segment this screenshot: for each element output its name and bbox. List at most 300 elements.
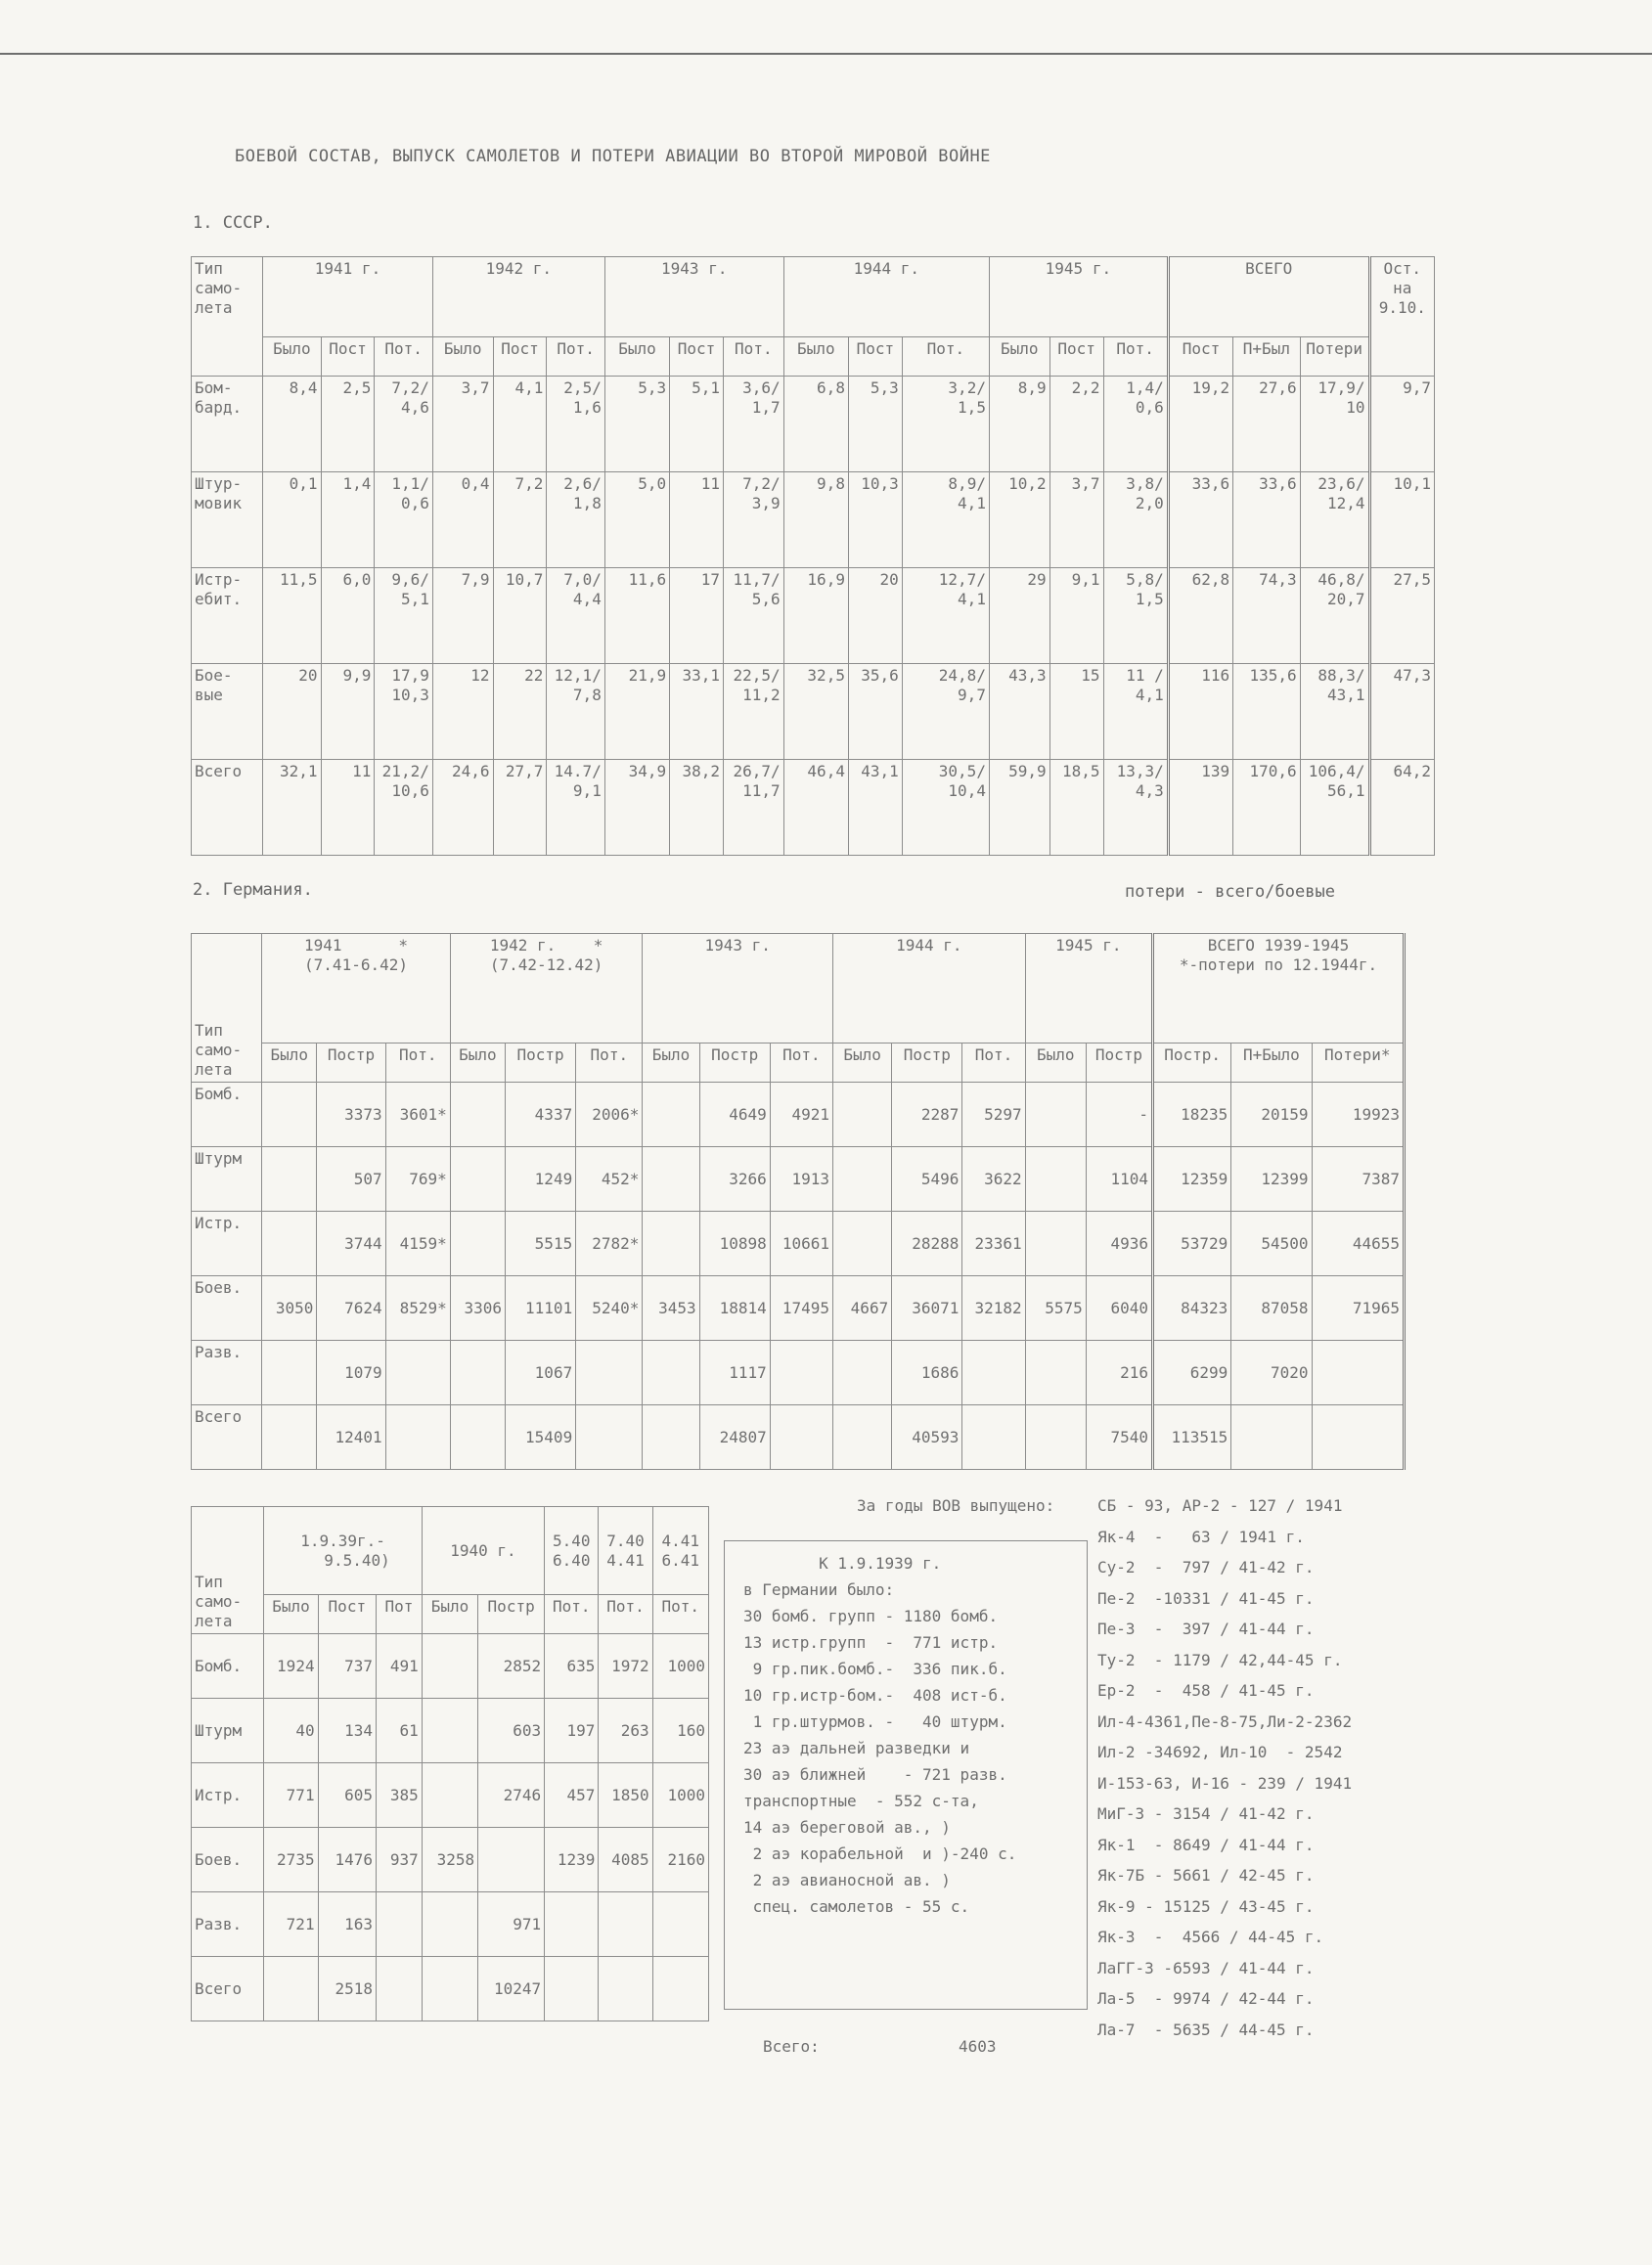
table-row bbox=[192, 664, 1435, 760]
table-cell: 5297 bbox=[962, 1083, 1025, 1147]
table-cell: 11,7/ 5,6 bbox=[723, 568, 783, 664]
production-line: Ер-2 - 458 / 41-45 г. bbox=[1097, 1681, 1315, 1700]
sub-header: Было bbox=[989, 337, 1049, 377]
sub-header: Постр bbox=[1086, 1044, 1152, 1083]
table-cell: 1972 bbox=[599, 1634, 652, 1699]
year-header: 1945 г. bbox=[989, 257, 1168, 337]
table-cell: 43,1 bbox=[848, 760, 902, 856]
sub-header: Пот. bbox=[375, 337, 432, 377]
table-cell bbox=[377, 1892, 423, 1957]
table-cell bbox=[385, 1341, 450, 1405]
table-cell: 163 bbox=[318, 1892, 376, 1957]
table-cell: 28288 bbox=[892, 1212, 962, 1276]
table-cell: 7,2 bbox=[493, 472, 547, 568]
table-cell: 8,9 bbox=[989, 377, 1049, 472]
box-line: 1 гр.штурмов. - 40 штурм. bbox=[743, 1712, 1007, 1731]
table-cell: 2,6/ 1,8 bbox=[547, 472, 604, 568]
row-type: Истр. bbox=[192, 1212, 262, 1276]
table-cell bbox=[770, 1341, 832, 1405]
table-cell: 40593 bbox=[892, 1405, 962, 1470]
box-line: 30 бомб. групп - 1180 бомб. bbox=[743, 1607, 999, 1625]
table-cell: 1079 bbox=[317, 1341, 385, 1405]
production-line: Як-1 - 8649 / 41-44 г. bbox=[1097, 1835, 1315, 1854]
table-row bbox=[192, 1341, 1405, 1405]
table-cell: 24,6 bbox=[432, 760, 493, 856]
year-header: 1941 г. bbox=[263, 257, 433, 337]
table-cell: 3,2/ 1,5 bbox=[902, 377, 989, 472]
box-total-value: 4603 bbox=[959, 2037, 997, 2056]
table-cell: 18814 bbox=[699, 1276, 770, 1341]
table-cell: 7,2/ 3,9 bbox=[723, 472, 783, 568]
production-line: СБ - 93, АР-2 - 127 / 1941 bbox=[1097, 1496, 1343, 1515]
germany-1939-text bbox=[743, 1550, 1016, 1920]
table-cell: 62,8 bbox=[1168, 568, 1232, 664]
table-cell: 88,3/ 43,1 bbox=[1300, 664, 1369, 760]
sub-header: Пост bbox=[848, 337, 902, 377]
table-row bbox=[192, 1763, 709, 1828]
row-type: Бомб. bbox=[192, 1634, 264, 1699]
year-header: 1944 г. bbox=[833, 934, 1026, 1044]
sub-header: Пост bbox=[318, 1595, 376, 1634]
table-cell: 9,6/ 5,1 bbox=[375, 568, 432, 664]
table-cell bbox=[262, 1341, 317, 1405]
row-type: Всего bbox=[192, 1957, 264, 2021]
table-row bbox=[192, 1212, 1405, 1276]
table-cell: 1,1/ 0,6 bbox=[375, 472, 432, 568]
table-cell: 43,3 bbox=[989, 664, 1049, 760]
table-cell: 4667 bbox=[833, 1276, 892, 1341]
table-cell: 3744 bbox=[317, 1212, 385, 1276]
table-cell: 3622 bbox=[962, 1147, 1025, 1212]
table-cell: 3050 bbox=[262, 1276, 317, 1341]
table-cell: 20 bbox=[848, 568, 902, 664]
table-row bbox=[192, 472, 1435, 568]
table-cell: 24807 bbox=[699, 1405, 770, 1470]
box-line: 23 аэ дальней разведки и bbox=[743, 1739, 970, 1757]
box-line: 13 истр.групп - 771 истр. bbox=[743, 1633, 999, 1652]
box-line: 9 гр.пик.бомб.- 336 пик.б. bbox=[743, 1660, 1007, 1678]
sub-header: Постр bbox=[505, 1044, 575, 1083]
table-cell: 603 bbox=[478, 1699, 545, 1763]
table-cell bbox=[576, 1341, 643, 1405]
table-cell: 2518 bbox=[318, 1957, 376, 2021]
table-cell bbox=[262, 1212, 317, 1276]
table-cell: 71965 bbox=[1312, 1276, 1404, 1341]
col-type-header: Тип само- лета bbox=[192, 934, 262, 1083]
table-cell: 4921 bbox=[770, 1083, 832, 1147]
table-cell: 1117 bbox=[699, 1341, 770, 1405]
table-cell: 5,1 bbox=[670, 377, 724, 472]
table-cell: 11 bbox=[670, 472, 724, 568]
table-cell: 134 bbox=[318, 1699, 376, 1763]
table-cell bbox=[643, 1212, 699, 1276]
table-cell: 9,9 bbox=[321, 664, 375, 760]
table-cell: 74,3 bbox=[1233, 568, 1301, 664]
sub-header: Пост bbox=[670, 337, 724, 377]
table-row bbox=[192, 1828, 709, 1892]
table-cell bbox=[1025, 1212, 1086, 1276]
table-cell bbox=[1025, 1405, 1086, 1470]
box-line: 14 аэ береговой ав., ) bbox=[743, 1818, 951, 1837]
table-cell: 32,5 bbox=[783, 664, 848, 760]
table-cell bbox=[599, 1957, 652, 2021]
table-cell: 139 bbox=[1168, 760, 1232, 856]
table-cell bbox=[422, 1699, 477, 1763]
table-cell: 7540 bbox=[1086, 1405, 1152, 1470]
germany-table bbox=[191, 933, 1406, 1470]
table-cell bbox=[450, 1083, 505, 1147]
period-header: 1.9.39г.- 9.5.40) bbox=[264, 1507, 422, 1595]
table-cell: 1104 bbox=[1086, 1147, 1152, 1212]
total-header: ВСЕГО 1939-1945 *-потери по 12.1944г. bbox=[1153, 934, 1405, 1044]
production-line: Як-9 - 15125 / 43-45 г. bbox=[1097, 1896, 1315, 1916]
year-header: 1942 г. bbox=[432, 257, 604, 337]
table-cell: 87058 bbox=[1231, 1276, 1312, 1341]
table-cell: 10898 bbox=[699, 1212, 770, 1276]
production-line: Ил-2 -34692, Ил-10 - 2542 bbox=[1097, 1743, 1343, 1761]
table-cell: 7624 bbox=[317, 1276, 385, 1341]
table-cell: 33,1 bbox=[670, 664, 724, 760]
table-cell: 29 bbox=[989, 568, 1049, 664]
table-cell: 11 bbox=[321, 760, 375, 856]
table-row bbox=[192, 1634, 709, 1699]
table-cell: 19923 bbox=[1312, 1083, 1404, 1147]
table-cell: 35,6 bbox=[848, 664, 902, 760]
table-cell: 59,9 bbox=[989, 760, 1049, 856]
table-cell: 170,6 bbox=[1233, 760, 1301, 856]
table-cell: 452* bbox=[576, 1147, 643, 1212]
table-cell: 47,3 bbox=[1369, 664, 1434, 760]
year-header: 1942 г. * (7.42-12.42) bbox=[450, 934, 643, 1044]
table-cell: 4936 bbox=[1086, 1212, 1152, 1276]
table-cell: 36071 bbox=[892, 1276, 962, 1341]
table-cell bbox=[1231, 1405, 1312, 1470]
sub-header: Пот. bbox=[723, 337, 783, 377]
table-cell: 8,4 bbox=[263, 377, 321, 472]
table-cell: 8,9/ 4,1 bbox=[902, 472, 989, 568]
table-cell: 7387 bbox=[1312, 1147, 1404, 1212]
table-cell: 1,4/ 0,6 bbox=[1103, 377, 1168, 472]
table-cell: 1,4 bbox=[321, 472, 375, 568]
sub-header: Пот bbox=[377, 1595, 423, 1634]
table-cell: 3,7 bbox=[1049, 472, 1103, 568]
table-cell: 32,1 bbox=[263, 760, 321, 856]
table-cell: 4,1 bbox=[493, 377, 547, 472]
table-cell: 3,7 bbox=[432, 377, 493, 472]
table-cell: 7,2/ 4,6 bbox=[375, 377, 432, 472]
period-header: 5.40 6.40 bbox=[545, 1507, 599, 1595]
table-cell: 2746 bbox=[478, 1763, 545, 1828]
table-cell: 46,8/ 20,7 bbox=[1300, 568, 1369, 664]
table-cell: 23361 bbox=[962, 1212, 1025, 1276]
table-cell: 2852 bbox=[478, 1634, 545, 1699]
table-cell: 10,1 bbox=[1369, 472, 1434, 568]
table-cell: 20 bbox=[263, 664, 321, 760]
row-type: Штурм bbox=[192, 1147, 262, 1212]
table-cell: 737 bbox=[318, 1634, 376, 1699]
table-cell: 6,8 bbox=[783, 377, 848, 472]
table-cell: 22 bbox=[493, 664, 547, 760]
year-header: 1945 г. bbox=[1025, 934, 1152, 1044]
table-cell: 64,2 bbox=[1369, 760, 1434, 856]
sub-header: Было bbox=[604, 337, 669, 377]
box-line: 2 аэ авианосной ав. ) bbox=[743, 1871, 951, 1889]
table-cell: 1476 bbox=[318, 1828, 376, 1892]
table-cell: 38,2 bbox=[670, 760, 724, 856]
table-cell: 10661 bbox=[770, 1212, 832, 1276]
table-cell bbox=[833, 1405, 892, 1470]
sub-header: Пот. bbox=[545, 1595, 599, 1634]
table-cell: 4159* bbox=[385, 1212, 450, 1276]
sub-header: Постр bbox=[699, 1044, 770, 1083]
table-cell: - bbox=[1086, 1083, 1152, 1147]
year-header: 1944 г. bbox=[783, 257, 989, 337]
table-cell: 10,7 bbox=[493, 568, 547, 664]
row-type: Всего bbox=[192, 1405, 262, 1470]
table-cell: 3,6/ 1,7 bbox=[723, 377, 783, 472]
table-cell: 15 bbox=[1049, 664, 1103, 760]
table-cell: 12359 bbox=[1153, 1147, 1231, 1212]
table-cell: 2,5/ 1,6 bbox=[547, 377, 604, 472]
sub-header: Было bbox=[643, 1044, 699, 1083]
table-row bbox=[192, 568, 1435, 664]
table-cell bbox=[262, 1405, 317, 1470]
table-cell: 17 bbox=[670, 568, 724, 664]
ussr-table bbox=[191, 256, 1435, 856]
box-line: спец. самолетов - 55 с. bbox=[743, 1897, 970, 1916]
table-cell bbox=[478, 1828, 545, 1892]
table-cell bbox=[262, 1083, 317, 1147]
table-cell bbox=[450, 1341, 505, 1405]
production-line: Ла-7 - 5635 / 44-45 г. bbox=[1097, 2020, 1315, 2039]
table-cell bbox=[643, 1405, 699, 1470]
table-cell: 7,0/ 4,4 bbox=[547, 568, 604, 664]
table-cell: 11101 bbox=[505, 1276, 575, 1341]
sub-header: Было bbox=[450, 1044, 505, 1083]
box-line: в Германии было: bbox=[743, 1580, 895, 1599]
production-line: Ил-4-4361,Пе-8-75,Ли-2-2362 bbox=[1097, 1711, 1353, 1731]
table-cell: 5,3 bbox=[848, 377, 902, 472]
table-cell: 11 / 4,1 bbox=[1103, 664, 1168, 760]
production-line: Як-7Б - 5661 / 42-45 г. bbox=[1097, 1866, 1315, 1885]
table-cell bbox=[599, 1892, 652, 1957]
table-cell: 1067 bbox=[505, 1341, 575, 1405]
table-cell: 61 bbox=[377, 1699, 423, 1763]
table-cell: 1686 bbox=[892, 1341, 962, 1405]
ussr-heading: 1. СССР. bbox=[193, 213, 273, 233]
table-cell: 263 bbox=[599, 1699, 652, 1763]
table-cell: 2160 bbox=[652, 1828, 708, 1892]
table-cell: 5,0 bbox=[604, 472, 669, 568]
table-cell: 1924 bbox=[264, 1634, 318, 1699]
row-type: Боев. bbox=[192, 1276, 262, 1341]
row-type: Штурм bbox=[192, 1699, 264, 1763]
table-cell: 11,6 bbox=[604, 568, 669, 664]
table-cell bbox=[643, 1147, 699, 1212]
table-cell: 6,0 bbox=[321, 568, 375, 664]
period-header: 7.40 4.41 bbox=[599, 1507, 652, 1595]
table-cell: 8529* bbox=[385, 1276, 450, 1341]
total-sub-header: Потери* bbox=[1312, 1044, 1404, 1083]
table-cell bbox=[962, 1341, 1025, 1405]
table-cell: 33,6 bbox=[1233, 472, 1301, 568]
table-cell: 1249 bbox=[505, 1147, 575, 1212]
table-cell: 12399 bbox=[1231, 1147, 1312, 1212]
remaining-header: Ост. на 9.10. bbox=[1369, 257, 1434, 377]
table-cell bbox=[422, 1763, 477, 1828]
period-header: 1940 г. bbox=[422, 1507, 544, 1595]
table-row bbox=[192, 1699, 709, 1763]
total-sub-header: П+Было bbox=[1231, 1044, 1312, 1083]
table-cell: 135,6 bbox=[1233, 664, 1301, 760]
row-type: Всего bbox=[192, 760, 263, 856]
table-cell: 30,5/ 10,4 bbox=[902, 760, 989, 856]
table-cell: 3601* bbox=[385, 1083, 450, 1147]
table-cell: 3,8/ 2,0 bbox=[1103, 472, 1168, 568]
sub-header: Было bbox=[262, 1044, 317, 1083]
table-row bbox=[192, 760, 1435, 856]
table-cell: 3373 bbox=[317, 1083, 385, 1147]
table-cell: 53729 bbox=[1153, 1212, 1231, 1276]
table-cell: 385 bbox=[377, 1763, 423, 1828]
total-sub-header: П+Был bbox=[1233, 337, 1301, 377]
table-cell: 20159 bbox=[1231, 1083, 1312, 1147]
table-cell: 18235 bbox=[1153, 1083, 1231, 1147]
sub-header: Было bbox=[422, 1595, 477, 1634]
germany-heading: 2. Германия. bbox=[193, 880, 313, 900]
table-cell: 27,6 bbox=[1233, 377, 1301, 472]
table-cell: 19,2 bbox=[1168, 377, 1232, 472]
table-cell: 12,1/ 7,8 bbox=[547, 664, 604, 760]
table-cell: 197 bbox=[545, 1699, 599, 1763]
sub-header: Было bbox=[263, 337, 321, 377]
table-row bbox=[192, 1276, 1405, 1341]
table-cell bbox=[1312, 1405, 1404, 1470]
table-cell: 22,5/ 11,2 bbox=[723, 664, 783, 760]
table-cell bbox=[377, 1957, 423, 2021]
table-cell: 5,3 bbox=[604, 377, 669, 472]
table-cell: 46,4 bbox=[783, 760, 848, 856]
table-cell: 635 bbox=[545, 1634, 599, 1699]
table-row bbox=[192, 1957, 709, 2021]
year-header: 1943 г. bbox=[604, 257, 783, 337]
table-cell: 54500 bbox=[1231, 1212, 1312, 1276]
box-line: 2 аэ корабельной и )-240 с. bbox=[743, 1844, 1017, 1863]
table-cell: 1850 bbox=[599, 1763, 652, 1828]
production-line: МиГ-3 - 3154 / 41-42 г. bbox=[1097, 1804, 1315, 1823]
sub-header: Пот. bbox=[770, 1044, 832, 1083]
table-cell: 4649 bbox=[699, 1083, 770, 1147]
table-cell: 4337 bbox=[505, 1083, 575, 1147]
row-type: Бое- вые bbox=[192, 664, 263, 760]
table-cell: 9,1 bbox=[1049, 568, 1103, 664]
table-cell: 116 bbox=[1168, 664, 1232, 760]
top-edge-rule bbox=[0, 53, 1652, 55]
total-sub-header: Пост bbox=[1168, 337, 1232, 377]
production-line: Як-4 - 63 / 1941 г. bbox=[1097, 1527, 1305, 1546]
table-cell: 15409 bbox=[505, 1405, 575, 1470]
table-cell: 34,9 bbox=[604, 760, 669, 856]
table-cell bbox=[422, 1634, 477, 1699]
table-cell: 11,5 bbox=[263, 568, 321, 664]
table-cell bbox=[652, 1892, 708, 1957]
table-cell: 5496 bbox=[892, 1147, 962, 1212]
table-cell: 1000 bbox=[652, 1634, 708, 1699]
row-type: Истр- ебит. bbox=[192, 568, 263, 664]
table-cell: 1913 bbox=[770, 1147, 832, 1212]
table-cell: 17,9 10,3 bbox=[375, 664, 432, 760]
table-cell: 5575 bbox=[1025, 1276, 1086, 1341]
table-row bbox=[192, 1405, 1405, 1470]
sub-header: Пот. bbox=[902, 337, 989, 377]
table-cell bbox=[576, 1405, 643, 1470]
table-cell: 13,3/ 4,3 bbox=[1103, 760, 1168, 856]
table-cell: 26,7/ 11,7 bbox=[723, 760, 783, 856]
total-sub-header: Потери bbox=[1300, 337, 1369, 377]
table-cell: 44655 bbox=[1312, 1212, 1404, 1276]
table-cell: 3266 bbox=[699, 1147, 770, 1212]
production-line: Су-2 - 797 / 41-42 г. bbox=[1097, 1558, 1315, 1577]
table-cell bbox=[1025, 1341, 1086, 1405]
table-cell: 7,9 bbox=[432, 568, 493, 664]
table-cell: 0,4 bbox=[432, 472, 493, 568]
box-total-label: Всего: bbox=[763, 2037, 820, 2056]
table-cell: 2,5 bbox=[321, 377, 375, 472]
table-cell: 9,7 bbox=[1369, 377, 1434, 472]
table-cell: 2782* bbox=[576, 1212, 643, 1276]
table-row bbox=[192, 377, 1435, 472]
sub-header: Пост bbox=[321, 337, 375, 377]
sub-header: Постр bbox=[892, 1044, 962, 1083]
table-cell: 457 bbox=[545, 1763, 599, 1828]
table-cell bbox=[264, 1957, 318, 2021]
row-type: Боев. bbox=[192, 1828, 264, 1892]
table-cell: 2,2 bbox=[1049, 377, 1103, 472]
table-cell: 32182 bbox=[962, 1276, 1025, 1341]
sub-header: Пост bbox=[493, 337, 547, 377]
table-cell: 3453 bbox=[643, 1276, 699, 1341]
table-cell: 14.7/ 9,1 bbox=[547, 760, 604, 856]
table-cell: 491 bbox=[377, 1634, 423, 1699]
total-sub-header: Постр. bbox=[1153, 1044, 1231, 1083]
sub-header: Постр bbox=[317, 1044, 385, 1083]
table-cell: 12,7/ 4,1 bbox=[902, 568, 989, 664]
sub-header: Пот. bbox=[547, 337, 604, 377]
table-cell: 3258 bbox=[422, 1828, 477, 1892]
table-cell bbox=[422, 1892, 477, 1957]
table-cell: 27,5 bbox=[1369, 568, 1434, 664]
table-cell: 160 bbox=[652, 1699, 708, 1763]
production-line: И-153-63, И-16 - 239 / 1941 bbox=[1097, 1773, 1353, 1793]
production-line: Пе-2 -10331 / 41-45 г. bbox=[1097, 1588, 1315, 1608]
table-cell bbox=[1025, 1083, 1086, 1147]
page-title: БОЕВОЙ СОСТАВ, ВЫПУСК САМОЛЕТОВ И ПОТЕРИ АВИАЦИИ ВО ВТОРОЙ МИРОВОЙ ВОЙНЕ bbox=[235, 147, 991, 166]
sub-header: Пот. bbox=[599, 1595, 652, 1634]
table-cell bbox=[833, 1083, 892, 1147]
table-cell bbox=[643, 1341, 699, 1405]
table-cell: 18,5 bbox=[1049, 760, 1103, 856]
table-cell: 7020 bbox=[1231, 1341, 1312, 1405]
sub-header: Было bbox=[783, 337, 848, 377]
period-header: 4.41 6.41 bbox=[652, 1507, 708, 1595]
table-cell: 6299 bbox=[1153, 1341, 1231, 1405]
table-cell: 1000 bbox=[652, 1763, 708, 1828]
table-cell bbox=[385, 1405, 450, 1470]
row-type: Разв. bbox=[192, 1892, 264, 1957]
table-cell: 3306 bbox=[450, 1276, 505, 1341]
table-cell: 2006* bbox=[576, 1083, 643, 1147]
table-cell: 10247 bbox=[478, 1957, 545, 2021]
